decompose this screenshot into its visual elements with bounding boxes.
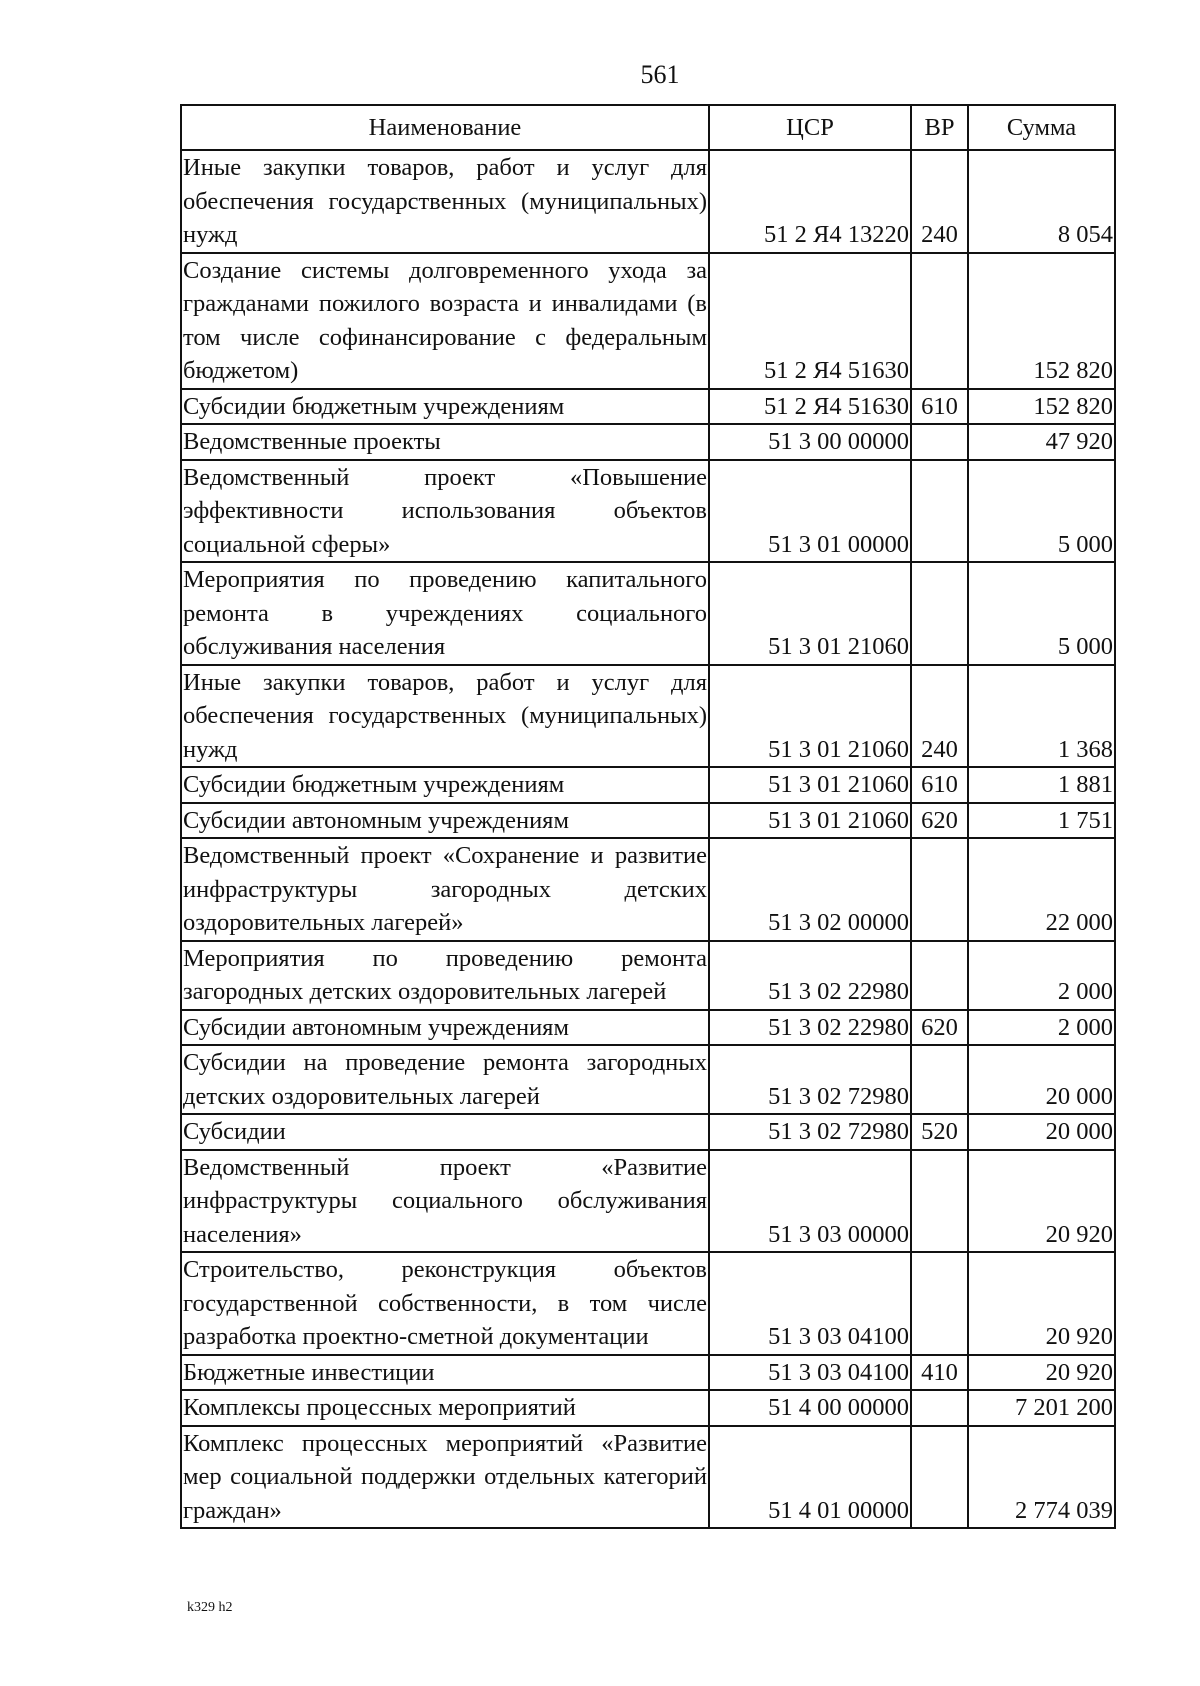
row-name-cell: Субсидии бюджетным учреждениям <box>181 389 709 425</box>
row-name-cell: Бюджетные инвестиции <box>181 1355 709 1391</box>
table-row <box>181 253 1115 389</box>
row-name-cell: Ведомственный проект «Сохранение и развитие инфраструктуры загородных детских оздоровительных лагерей» <box>181 838 709 941</box>
row-sum-cell: 2 000 <box>968 941 1115 1010</box>
row-vr-cell: 610 <box>911 767 968 803</box>
row-sum-cell: 47 920 <box>968 424 1115 460</box>
row-vr-cell <box>911 1252 968 1355</box>
row-sum-cell: 20 000 <box>968 1045 1115 1114</box>
row-name-cell: Субсидии <box>181 1114 709 1150</box>
row-sum-cell: 2 000 <box>968 1010 1115 1046</box>
row-csr-cell: 51 3 02 72980 <box>709 1114 911 1150</box>
table-row <box>181 1150 1115 1253</box>
budget-table <box>180 104 1116 1529</box>
row-sum-cell: 8 054 <box>968 150 1115 253</box>
row-vr-cell <box>911 253 968 389</box>
row-vr-cell <box>911 838 968 941</box>
row-csr-cell: 51 2 Я4 51630 <box>709 389 911 425</box>
row-sum-cell: 5 000 <box>968 460 1115 563</box>
row-name-cell: Создание системы долговременного ухода за гражданами пожилого возраста и инвалидами (в том числе софинансирование с федеральным бюджетом) <box>181 253 709 389</box>
row-sum-cell: 1 368 <box>968 665 1115 768</box>
row-vr-cell: 620 <box>911 803 968 839</box>
row-vr-cell: 410 <box>911 1355 968 1391</box>
row-name-cell: Субсидии автономным учреждениям <box>181 803 709 839</box>
row-csr-cell: 51 4 01 00000 <box>709 1426 911 1529</box>
row-csr-cell: 51 3 00 00000 <box>709 424 911 460</box>
row-csr-cell: 51 3 01 21060 <box>709 665 911 768</box>
row-csr-cell: 51 3 01 21060 <box>709 767 911 803</box>
row-name-cell: Мероприятия по проведению ремонта загородных детских оздоровительных лагерей <box>181 941 709 1010</box>
row-name-cell: Строительство, реконструкция объектов государственной собственности, в том числе разработка проектно-сметной документации <box>181 1252 709 1355</box>
row-csr-cell: 51 3 02 00000 <box>709 838 911 941</box>
table-row <box>181 767 1115 803</box>
header-name: Наименование <box>181 105 709 150</box>
header-vr: ВР <box>911 105 968 150</box>
table-row <box>181 1390 1115 1426</box>
table-row <box>181 389 1115 425</box>
row-name-cell: Субсидии автономным учреждениям <box>181 1010 709 1046</box>
table-row <box>181 1045 1115 1114</box>
row-csr-cell: 51 3 03 04100 <box>709 1252 911 1355</box>
table-body <box>181 150 1115 1528</box>
row-vr-cell <box>911 460 968 563</box>
row-vr-cell <box>911 1426 968 1529</box>
row-vr-cell <box>911 1390 968 1426</box>
row-sum-cell: 5 000 <box>968 562 1115 665</box>
row-vr-cell: 520 <box>911 1114 968 1150</box>
row-name-cell: Иные закупки товаров, работ и услуг для обеспечения государственных (муниципальных) нужд <box>181 665 709 768</box>
row-csr-cell: 51 2 Я4 51630 <box>709 253 911 389</box>
row-name-cell: Субсидии бюджетным учреждениям <box>181 767 709 803</box>
table-row <box>181 1426 1115 1529</box>
row-sum-cell: 1 881 <box>968 767 1115 803</box>
row-sum-cell: 20 920 <box>968 1150 1115 1253</box>
table-row <box>181 838 1115 941</box>
row-csr-cell: 51 3 03 00000 <box>709 1150 911 1253</box>
row-sum-cell: 20 920 <box>968 1252 1115 1355</box>
table-row <box>181 424 1115 460</box>
row-sum-cell: 1 751 <box>968 803 1115 839</box>
row-csr-cell: 51 3 03 04100 <box>709 1355 911 1391</box>
row-name-cell: Иные закупки товаров, работ и услуг для обеспечения государственных (муниципальных) нужд <box>181 150 709 253</box>
row-vr-cell <box>911 941 968 1010</box>
table-row <box>181 941 1115 1010</box>
row-csr-cell: 51 3 01 00000 <box>709 460 911 563</box>
row-sum-cell: 2 774 039 <box>968 1426 1115 1529</box>
row-sum-cell: 20 000 <box>968 1114 1115 1150</box>
row-vr-cell <box>911 562 968 665</box>
page-number: 561 <box>640 60 680 89</box>
row-name-cell: Ведомственные проекты <box>181 424 709 460</box>
table-row <box>181 1010 1115 1046</box>
row-name-cell: Комплексы процессных мероприятий <box>181 1390 709 1426</box>
row-vr-cell: 620 <box>911 1010 968 1046</box>
table-row <box>181 460 1115 563</box>
row-sum-cell: 22 000 <box>968 838 1115 941</box>
row-csr-cell: 51 3 02 22980 <box>709 1010 911 1046</box>
header-sum: Сумма <box>968 105 1115 150</box>
table-row <box>181 562 1115 665</box>
row-csr-cell: 51 3 01 21060 <box>709 803 911 839</box>
row-name-cell: Комплекс процессных мероприятий «Развитие мер социальной поддержки отдельных категорий граждан» <box>181 1426 709 1529</box>
row-csr-cell: 51 4 00 00000 <box>709 1390 911 1426</box>
row-sum-cell: 152 820 <box>968 253 1115 389</box>
row-vr-cell <box>911 1045 968 1114</box>
table-row <box>181 665 1115 768</box>
footer-code: k329 h2 <box>187 1600 233 1615</box>
row-name-cell: Субсидии на проведение ремонта загородных детских оздоровительных лагерей <box>181 1045 709 1114</box>
row-sum-cell: 7 201 200 <box>968 1390 1115 1426</box>
table-row <box>181 150 1115 253</box>
row-vr-cell <box>911 1150 968 1253</box>
table-row <box>181 1252 1115 1355</box>
row-vr-cell: 240 <box>911 150 968 253</box>
row-name-cell: Мероприятия по проведению капитального ремонта в учреждениях социального обслуживания населения <box>181 562 709 665</box>
row-csr-cell: 51 3 02 22980 <box>709 941 911 1010</box>
table-header <box>181 105 1115 150</box>
row-csr-cell: 51 3 01 21060 <box>709 562 911 665</box>
row-csr-cell: 51 2 Я4 13220 <box>709 150 911 253</box>
row-sum-cell: 152 820 <box>968 389 1115 425</box>
row-sum-cell: 20 920 <box>968 1355 1115 1391</box>
table-row <box>181 803 1115 839</box>
row-vr-cell: 240 <box>911 665 968 768</box>
table-row <box>181 1355 1115 1391</box>
row-vr-cell <box>911 424 968 460</box>
row-vr-cell: 610 <box>911 389 968 425</box>
table-row <box>181 1114 1115 1150</box>
row-name-cell: Ведомственный проект «Повышение эффективности использования объектов социальной сферы» <box>181 460 709 563</box>
row-name-cell: Ведомственный проект «Развитие инфраструктуры социального обслуживания населения» <box>181 1150 709 1253</box>
header-row <box>181 105 1115 150</box>
header-csr: ЦСР <box>709 105 911 150</box>
row-csr-cell: 51 3 02 72980 <box>709 1045 911 1114</box>
